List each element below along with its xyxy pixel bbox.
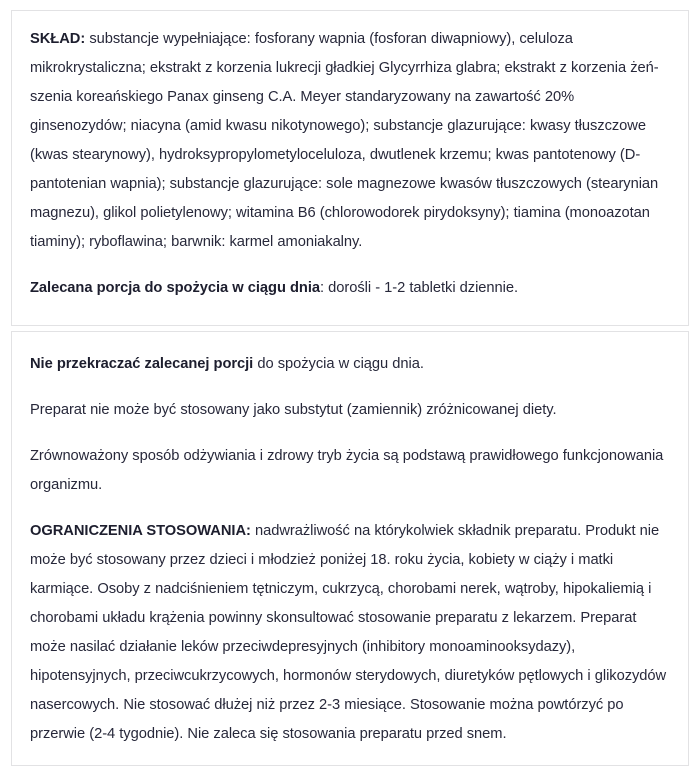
serving-paragraph — [30, 274, 670, 303]
serving-label: Zalecana porcja do spożycia w ciągu dnia — [30, 280, 320, 296]
composition-text: substancje wypełniające: fosforany wapnia (fosforan diwapniowy), celuloza mikrokrystaliczna; ekstrakt z korzenia lukrecji gładkiej Glycyrrhiza glabra; ekstrakt z korzenia żeń-szenia koreańskiego Panax ginseng C.A. Meyer standaryzowany na zawartość 20% ginsenozydów; niacyna (amid kwasu nikotynowego); substancje glazurujące: kwasy tłuszczowe (kwas stearynowy), hydroksypropylometyloceluloza, dwutlenek krzemu; kwas pantotenowy (D-pantotenian wapnia); substancje glazurujące: sole magnezowe kwasów tłuszczowych (stearynian magnezu), glikol polietylenowy; witamina B6 (chlorowodorek pirydoksyny); tiamina (monoazotan tiaminy); ryboflawina; barwnik: karmel amoniakalny. — [30, 31, 659, 250]
do-not-exceed-text: do spożycia w ciągu dnia. — [253, 356, 424, 372]
balanced-diet-paragraph — [30, 442, 670, 500]
serving-text: : dorośli - 1-2 tabletki dziennie. — [320, 280, 518, 296]
do-not-exceed-paragraph — [30, 350, 670, 379]
composition-label: SKŁAD: — [30, 31, 86, 47]
usage-restrictions-paragraph — [30, 517, 670, 749]
composition-panel — [11, 10, 689, 326]
not-substitute-paragraph — [30, 396, 670, 425]
usage-restrictions-text: nadwrażliwość na którykolwiek składnik preparatu. Produkt nie może być stosowany przez dzieci i młodzież poniżej 18. roku życia, kobiety w ciąży i matki karmiące. Osoby z nadciśnieniem tętniczym, cukrzycą, chorobami nerek, wątroby, hipokaliemią i chorobami układu krążenia powinny skonsultować stosowanie preparatu z lekarzem. Preparat może nasilać działanie leków przeciwdepresyjnych (inhibitory monoaminooksydazy), hipotensyjnych, przeciwcukrzycowych, hormonów sterydowych, diuretyków pętlowych i glikozydów nasercowych. Nie stosować dłużej niż przez 2-3 miesiące. Stosowanie można powtórzyć po przerwie (2-4 tygodnie). Nie zaleca się stosowania preparatu przed snem. — [30, 523, 667, 742]
do-not-exceed-label: Nie przekraczać zalecanej porcji — [30, 356, 254, 372]
not-substitute-text: Preparat nie może być stosowany jako substytut (zamiennik) zróżnicowanej diety. — [30, 402, 557, 418]
composition-paragraph — [30, 25, 670, 257]
warnings-panel — [11, 331, 689, 766]
usage-restrictions-label: OGRANICZENIA STOSOWANIA: — [30, 523, 251, 539]
balanced-diet-text: Zrównoważony sposób odżywiania i zdrowy tryb życia są podstawą prawidłowego funkcjonowania organizmu. — [30, 448, 664, 493]
